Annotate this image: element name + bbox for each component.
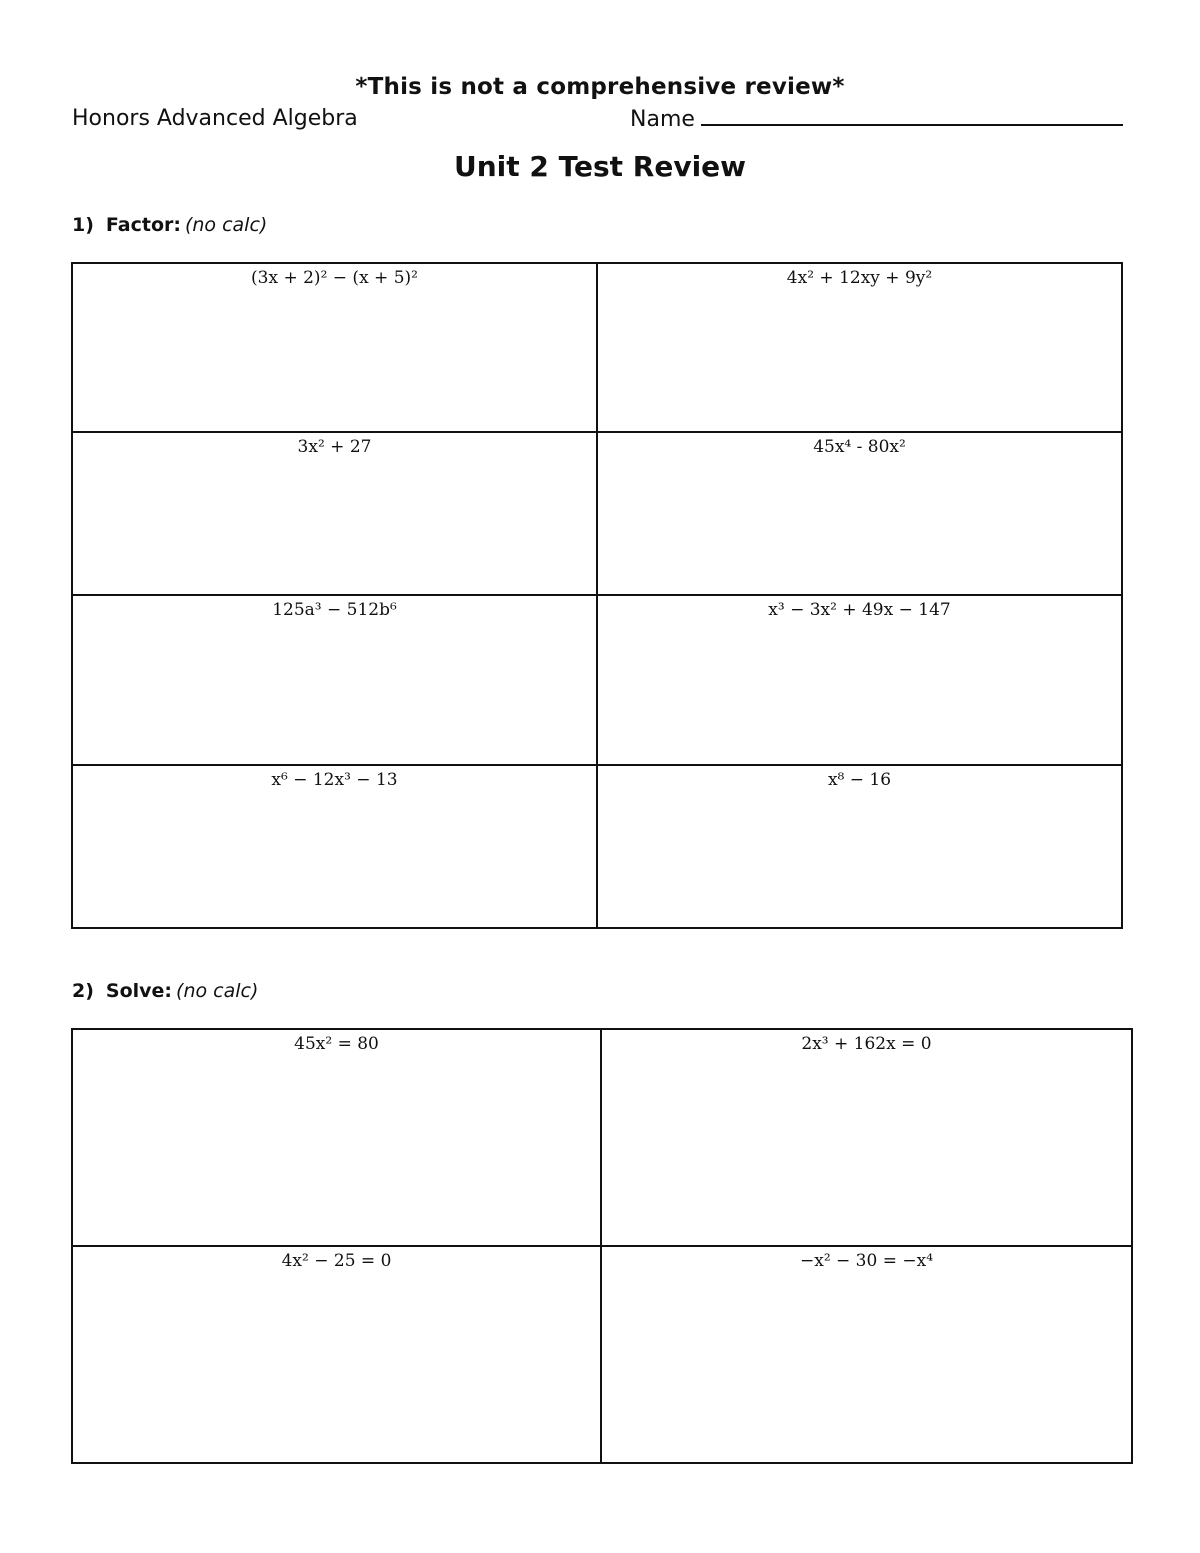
section-number: 2) — [72, 980, 94, 1002]
factor-problem-grid — [71, 262, 1123, 929]
problem-expression: 4x² − 25 = 0 — [281, 1251, 392, 1271]
problem-cell — [72, 1029, 601, 1246]
course-name: Honors Advanced Algebra — [72, 106, 358, 131]
problem-expression: x⁸ − 16 — [827, 770, 892, 790]
review-notice: *This is not a comprehensive review* — [355, 74, 845, 100]
section-instruction: Solve: — [105, 980, 173, 1002]
problem-cell — [597, 595, 1122, 765]
section-instruction: Factor: — [105, 214, 181, 236]
problem-expression: 2x³ + 162x = 0 — [801, 1034, 932, 1054]
problem-cell — [72, 765, 597, 928]
problem-expression: 125a³ − 512b⁶ — [272, 600, 397, 620]
problem-cell — [597, 432, 1122, 595]
section-solve-heading — [72, 980, 258, 1002]
problem-expression: 45x⁴ - 80x² — [813, 437, 906, 457]
problem-cell — [601, 1029, 1132, 1246]
name-blank-line — [701, 106, 1123, 126]
section-number: 1) — [72, 214, 94, 236]
solve-problem-grid — [71, 1028, 1133, 1464]
problem-cell — [597, 765, 1122, 928]
problem-expression: 4x² + 12xy + 9y² — [786, 268, 933, 288]
problem-expression: −x² − 30 = −x⁴ — [799, 1251, 934, 1271]
section-note: (no calc) — [184, 214, 268, 236]
problem-cell — [597, 263, 1122, 432]
problem-expression: x³ − 3x² + 49x − 147 — [768, 600, 951, 620]
section-factor-heading — [72, 214, 267, 236]
problem-cell — [601, 1246, 1132, 1463]
problem-cell — [72, 263, 597, 432]
section-note: (no calc) — [176, 980, 259, 1002]
name-label: Name — [630, 107, 695, 132]
problem-expression: (3x + 2)² − (x + 5)² — [251, 268, 418, 288]
problem-expression: 3x² + 27 — [297, 437, 372, 457]
problem-expression: 45x² = 80 — [294, 1034, 379, 1054]
problem-cell — [72, 432, 597, 595]
problem-cell — [72, 595, 597, 765]
problem-expression: x⁶ − 12x³ − 13 — [271, 770, 398, 790]
page-title: Unit 2 Test Review — [453, 150, 747, 183]
name-field — [630, 106, 1123, 132]
problem-cell — [72, 1246, 601, 1463]
